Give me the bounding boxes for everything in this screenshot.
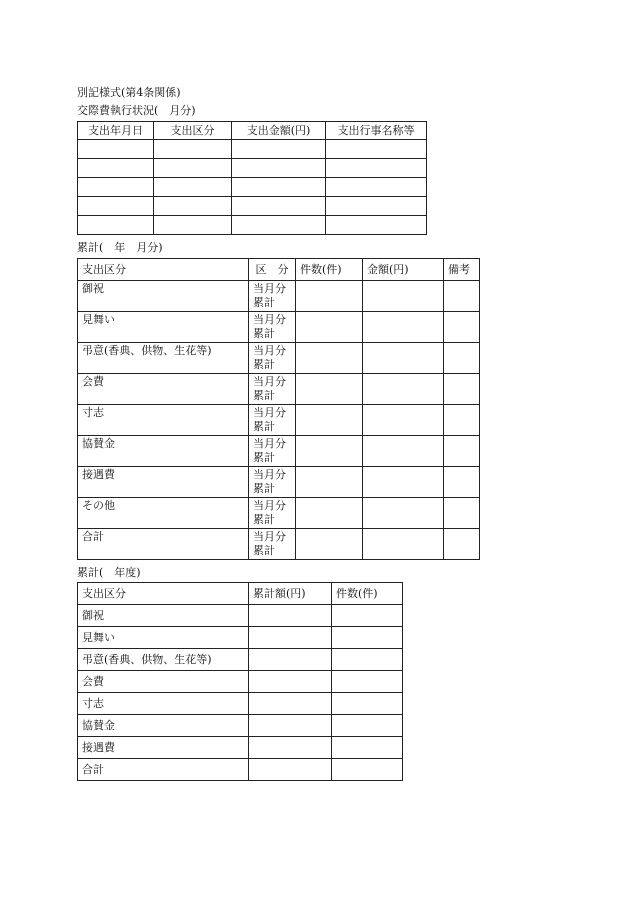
table-cell [332,693,403,715]
table-cell [154,216,232,235]
column-header: 備考 [444,259,480,281]
table-cell [232,216,326,235]
table-cell [296,374,363,405]
table-row [78,159,427,178]
table-cell [332,605,403,627]
table-row [78,627,403,649]
expense-execution-table [77,121,427,235]
table-row [78,759,403,781]
table-cell [154,140,232,159]
period-current-label: 当月分 [253,313,286,326]
table-row [78,216,427,235]
table-cell [326,159,427,178]
section-title-cumulative-month: 累計( 年 月分) [77,241,163,254]
table-cell [332,671,403,693]
table-cell [363,529,444,560]
table-row [78,197,427,216]
column-header: 支出区分 [78,259,249,281]
table-cell [444,281,480,312]
period-cumulative-label: 累計 [253,327,275,340]
table-cell [249,737,332,759]
table-cell [332,627,403,649]
table-cell [332,715,403,737]
period-cell [249,281,296,312]
table-cell [232,178,326,197]
table-cell [444,405,480,436]
table-cell [249,649,332,671]
table-cell [296,281,363,312]
table-cell [154,159,232,178]
table-cell [249,605,332,627]
period-cumulative-label: 累計 [253,420,275,433]
period-cumulative-label: 累計 [253,544,275,557]
table-row [78,405,480,436]
table-cell [296,343,363,374]
table-header-row [78,583,403,605]
period-cell [249,405,296,436]
category-cell: 寸志 [78,693,249,715]
period-cell [249,374,296,405]
table-row [78,140,427,159]
table-row [78,737,403,759]
table-cell [78,216,154,235]
category-cell: 協賛金 [78,715,249,737]
table-cell [296,436,363,467]
table-cell [78,197,154,216]
table-header-row [78,259,480,281]
period-cell [249,498,296,529]
table-row [78,715,403,737]
category-cell: 会費 [78,374,249,405]
column-header: 支出区分 [154,122,232,140]
category-cell: 合計 [78,529,249,560]
table-row [78,374,480,405]
table-cell [249,671,332,693]
category-cell: 寸志 [78,405,249,436]
table-cell [444,467,480,498]
period-current-label: 当月分 [253,282,286,295]
category-cell: 合計 [78,759,249,781]
table-cell [363,374,444,405]
category-cell: 弔意(香典、供物、生花等) [78,343,249,374]
table-row [78,436,480,467]
table-cell [296,529,363,560]
table-cell [363,312,444,343]
category-cell: 見舞い [78,627,249,649]
table-row [78,671,403,693]
table-row [78,529,480,560]
period-cumulative-label: 累計 [253,482,275,495]
period-current-label: 当月分 [253,344,286,357]
section-title-monthly: 交際費執行状況( 月分) [77,104,196,117]
period-current-label: 当月分 [253,406,286,419]
table-cell [296,312,363,343]
table-cell [363,281,444,312]
table-cell [296,498,363,529]
column-header: 支出金額(円) [232,122,326,140]
column-header: 累計額(円) [249,583,332,605]
period-cell [249,343,296,374]
table-cell [326,216,427,235]
table-cell [78,178,154,197]
period-cell [249,312,296,343]
table-cell [444,374,480,405]
table-row [78,312,480,343]
table-cell [78,159,154,178]
table-row [78,605,403,627]
table-cell [249,715,332,737]
column-header: 支出年月日 [78,122,154,140]
table-cell [78,140,154,159]
table-row [78,467,480,498]
table-cell [363,436,444,467]
table-row [78,693,403,715]
period-current-label: 当月分 [253,499,286,512]
table-cell [363,467,444,498]
period-current-label: 当月分 [253,468,286,481]
period-current-label: 当月分 [253,530,286,543]
table-row [78,281,480,312]
column-header: 支出区分 [78,583,249,605]
table-cell [249,693,332,715]
category-cell: 御祝 [78,605,249,627]
table-cell [296,467,363,498]
period-cumulative-label: 累計 [253,451,275,464]
table-cell [326,140,427,159]
period-current-label: 当月分 [253,375,286,388]
cumulative-annual-table [77,582,403,781]
column-header: 区 分 [249,259,296,281]
column-header: 件数(件) [296,259,363,281]
table-cell [326,178,427,197]
period-current-label: 当月分 [253,437,286,450]
period-cumulative-label: 累計 [253,296,275,309]
table-row [78,649,403,671]
period-cell [249,436,296,467]
table-cell [249,759,332,781]
table-cell [444,498,480,529]
category-cell: 接遇費 [78,467,249,498]
table-cell [232,197,326,216]
table-cell [154,197,232,216]
table-cell [444,436,480,467]
table-cell [363,405,444,436]
table-cell [296,405,363,436]
table-cell [444,529,480,560]
period-cumulative-label: 累計 [253,389,275,402]
category-cell: 協賛金 [78,436,249,467]
category-cell: 会費 [78,671,249,693]
table-cell [363,343,444,374]
table-cell [232,159,326,178]
table-cell [326,197,427,216]
period-cumulative-label: 累計 [253,513,275,526]
table-cell [232,140,326,159]
table-row [78,178,427,197]
cumulative-monthly-table [77,258,480,560]
category-cell: その他 [78,498,249,529]
column-header: 件数(件) [332,583,403,605]
table-cell [332,759,403,781]
category-cell: 見舞い [78,312,249,343]
table-header-row [78,122,427,140]
table-cell [332,649,403,671]
form-label: 別記様式(第4条関係) [77,86,181,99]
category-cell: 弔意(香典、供物、生花等) [78,649,249,671]
column-header: 金額(円) [363,259,444,281]
period-cell [249,467,296,498]
period-cell [249,529,296,560]
table-cell [444,343,480,374]
section-title-cumulative-year: 累計( 年度) [77,566,141,579]
table-cell [249,627,332,649]
table-cell [332,737,403,759]
table-cell [154,178,232,197]
table-cell [444,312,480,343]
table-cell [363,498,444,529]
column-header: 支出行事名称等 [326,122,427,140]
table-row [78,498,480,529]
period-cumulative-label: 累計 [253,358,275,371]
category-cell: 御祝 [78,281,249,312]
table-row [78,343,480,374]
category-cell: 接遇費 [78,737,249,759]
